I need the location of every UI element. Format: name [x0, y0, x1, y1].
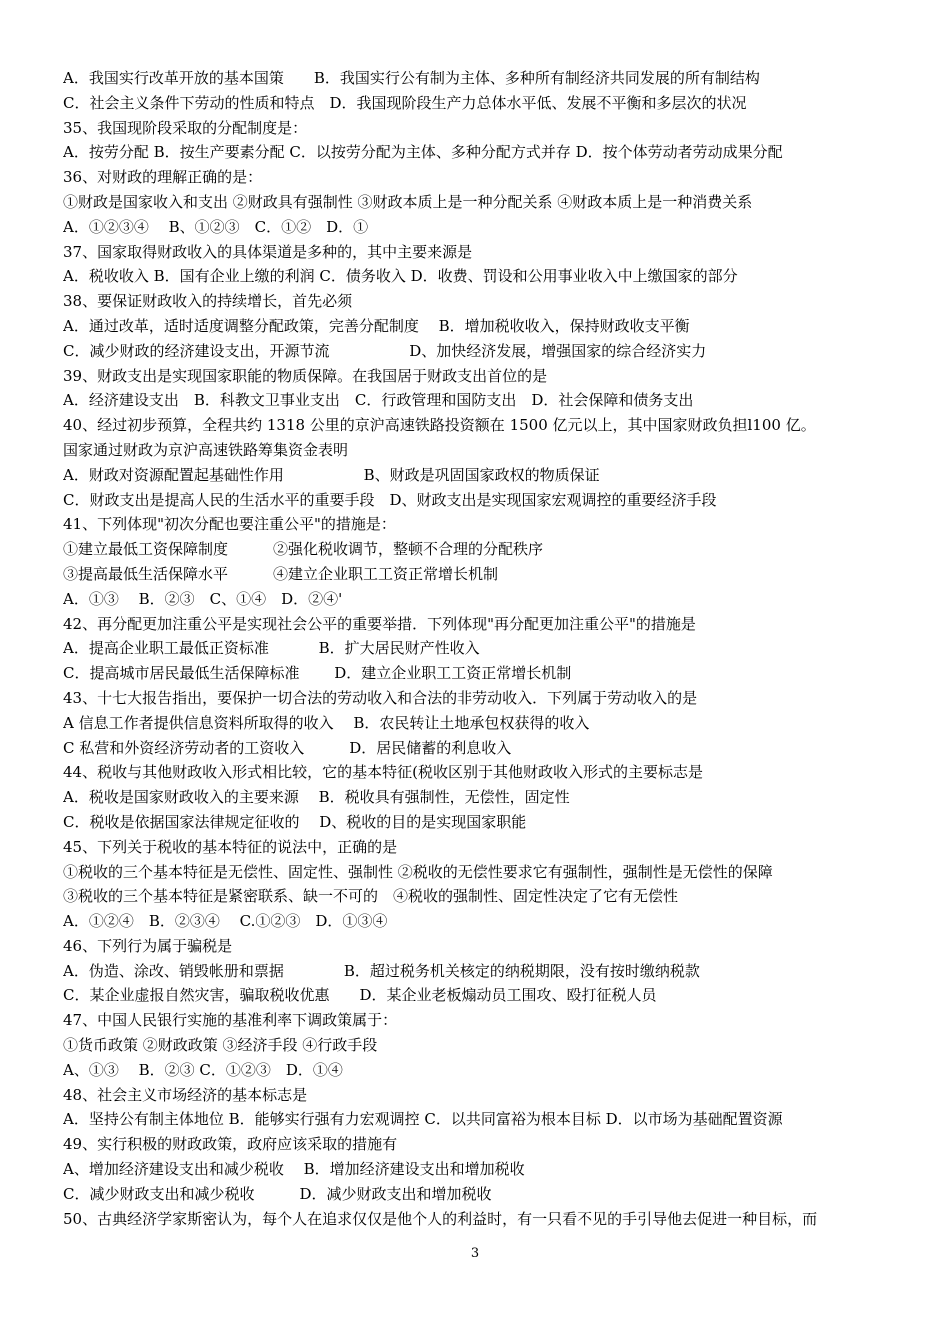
- text-line: C 私营和外资经济劳动者的工资收入 D．居民储蓄的利息收入: [63, 738, 512, 757]
- text-line: 44、税收与其他财政收入形式相比较，它的基本特征(税收区别于其他财政收入形式的主要标志是: [63, 763, 703, 782]
- text-line: A、①③ B．②③ C．①②③ D．①④: [63, 1060, 343, 1079]
- text-line: A．通过改革，适时适度调整分配政策，完善分配制度 B．增加税收收入，保持财政收支平衡: [63, 316, 690, 335]
- text-line: A．①②③④ B、①②③ C．①② D．①: [63, 217, 369, 236]
- text-line: A．经济建设支出 B．科教文卫事业支出 C．行政管理和国防支出 D．社会保障和债务支出: [63, 391, 694, 410]
- text-line: C．社会主义条件下劳动的性质和特点 D．我国现阶段生产力总体水平低、发展不平衡和多层次的状况: [63, 93, 747, 112]
- text-line: ①财政是国家收入和支出 ②财政具有强制性 ③财政本质上是一种分配关系 ④财政本质上是一种消费关系: [63, 192, 753, 211]
- text-line: ③提高最低生活保障水平 ④建立企业职工工资正常增长机制: [63, 564, 499, 583]
- text-line: 39、财政支出是实现国家职能的物质保障。在我国居于财政支出首位的是: [63, 366, 548, 385]
- text-line: A 信息工作者提供信息资料所取得的收入 B．农民转让土地承包权获得的收入: [63, 713, 590, 732]
- text-line: 49、实行积极的财政政策，政府应该采取的措施有: [63, 1135, 398, 1154]
- text-line: 42、再分配更加注重公平是实现社会公平的重要举措．下列体现"再分配更加注重公平"的措施是: [63, 614, 696, 633]
- text-line: 45、下列关于税收的基本特征的说法中，正确的是: [63, 837, 398, 856]
- text-line: A．①③ B．②③ C、①④ D．②④': [63, 589, 343, 608]
- text-line: A．①②④ B．②③④ C.①②③ D．①③④: [63, 912, 388, 931]
- text-line: 35、我国现阶段采取的分配制度是：: [63, 118, 308, 137]
- page-number: 3: [470, 1246, 480, 1261]
- text-line: 36、对财政的理解正确的是：: [63, 168, 263, 187]
- text-line: 46、下列行为属于骗税是: [63, 936, 233, 955]
- text-line: A．财政对资源配置起基础性作用 B、财政是巩固国家政权的物质保证: [63, 465, 600, 484]
- text-line: 40、经过初步预算，全程共约 1318 公里的京沪高速铁路投资额在 1500 亿元以上，其中国家财政负担l100 亿。: [63, 416, 816, 435]
- text-line: 41、下列体现"初次分配也要注重公平"的措施是：: [63, 515, 396, 534]
- text-line: 48、社会主义市场经济的基本标志是: [63, 1085, 308, 1104]
- text-line: ①税收的三个基本特征是无偿性、固定性、强制性 ②税收的无偿性要求它有强制性，强制性是无偿性的保障: [63, 862, 773, 881]
- text-line: A．坚持公有制主体地位 B．能够实行强有力宏观调控 C．以共同富裕为根本目标 D．以市场为基础配置资源: [63, 1110, 783, 1129]
- text-line: 38、要保证财政收入的持续增长，首先必须: [63, 292, 353, 311]
- text-line: C．减少财政支出和减少税收 D．减少财政支出和增加税收: [63, 1184, 492, 1203]
- text-line: C．减少财政的经济建设支出，开源节流 D、加快经济发展，增强国家的综合经济实力: [63, 341, 707, 360]
- text-line: ①建立最低工资保障制度 ②强化税收调节，整顿不合理的分配秩序: [63, 540, 544, 559]
- text-line: 37、国家取得财政收入的具体渠道是多种的，其中主要来源是: [63, 242, 473, 261]
- text-line: A．我国实行改革开放的基本国策 B．我国实行公有制为主体、多种所有制经济共同发展的所有制结构: [63, 69, 760, 87]
- text-line: 国家通过财政为京沪高速铁路筹集资金表明: [63, 440, 349, 459]
- text-line: A．伪造、涂改、销毁帐册和票据 B．超过税务机关核定的纳税期限，没有按时缴纳税款: [63, 961, 700, 980]
- text-line: A．税收收入 B．国有企业上缴的利润 C．债务收入 D．收费、罚设和公用事业收入中上缴国家的部分: [63, 267, 738, 286]
- text-line: 43、十七大报告指出，要保护一切合法的劳动收入和合法的非劳动收入．下列属于劳动收入的是: [63, 688, 698, 707]
- text-line: C．某企业虚报自然灾害，骗取税收优惠 D．某企业老板煽动员工围攻、殴打征税人员: [63, 986, 657, 1005]
- text-line: C．财政支出是提高人民的生活水平的重要手段 D、财政支出是实现国家宏观调控的重要经济手段: [63, 490, 717, 509]
- text-line: ③税收的三个基本特征是紧密联系、缺一不可的 ④税收的强制性、固定性决定了它有无偿性: [63, 887, 679, 906]
- text-line: A．税收是国家财政收入的主要来源 B．税收具有强制性，无偿性，固定性: [63, 788, 570, 807]
- text-line: C．税收是依据国家法律规定征收的 D、税收的目的是实现国家职能: [63, 812, 527, 831]
- document-body: [63, 66, 893, 1231]
- text-line: A．提高企业职工最低正资标准 B．扩大居民财产性收入: [63, 639, 480, 658]
- text-line: C．提高城市居民最低生活保障标准 D．建立企业职工工资正常增长机制: [63, 664, 572, 683]
- text-line: A．按劳分配 B．按生产要素分配 C．以按劳分配为主体、多种分配方式并存 D．按个体劳动者劳动成果分配: [63, 143, 783, 162]
- text-line: ①货币政策 ②财政政策 ③经济手段 ④行政手段: [63, 1036, 378, 1055]
- text-line: A、增加经济建设支出和减少税收 B．增加经济建设支出和增加税收: [63, 1160, 525, 1179]
- text-line: 50、古典经济学家斯密认为，每个人在追求仅仅是他个人的利益时，有一只看不见的手引导他去促进一种目标，而: [63, 1209, 818, 1228]
- text-line: 47、中国人民银行实施的基准利率下调政策属于：: [63, 1011, 398, 1030]
